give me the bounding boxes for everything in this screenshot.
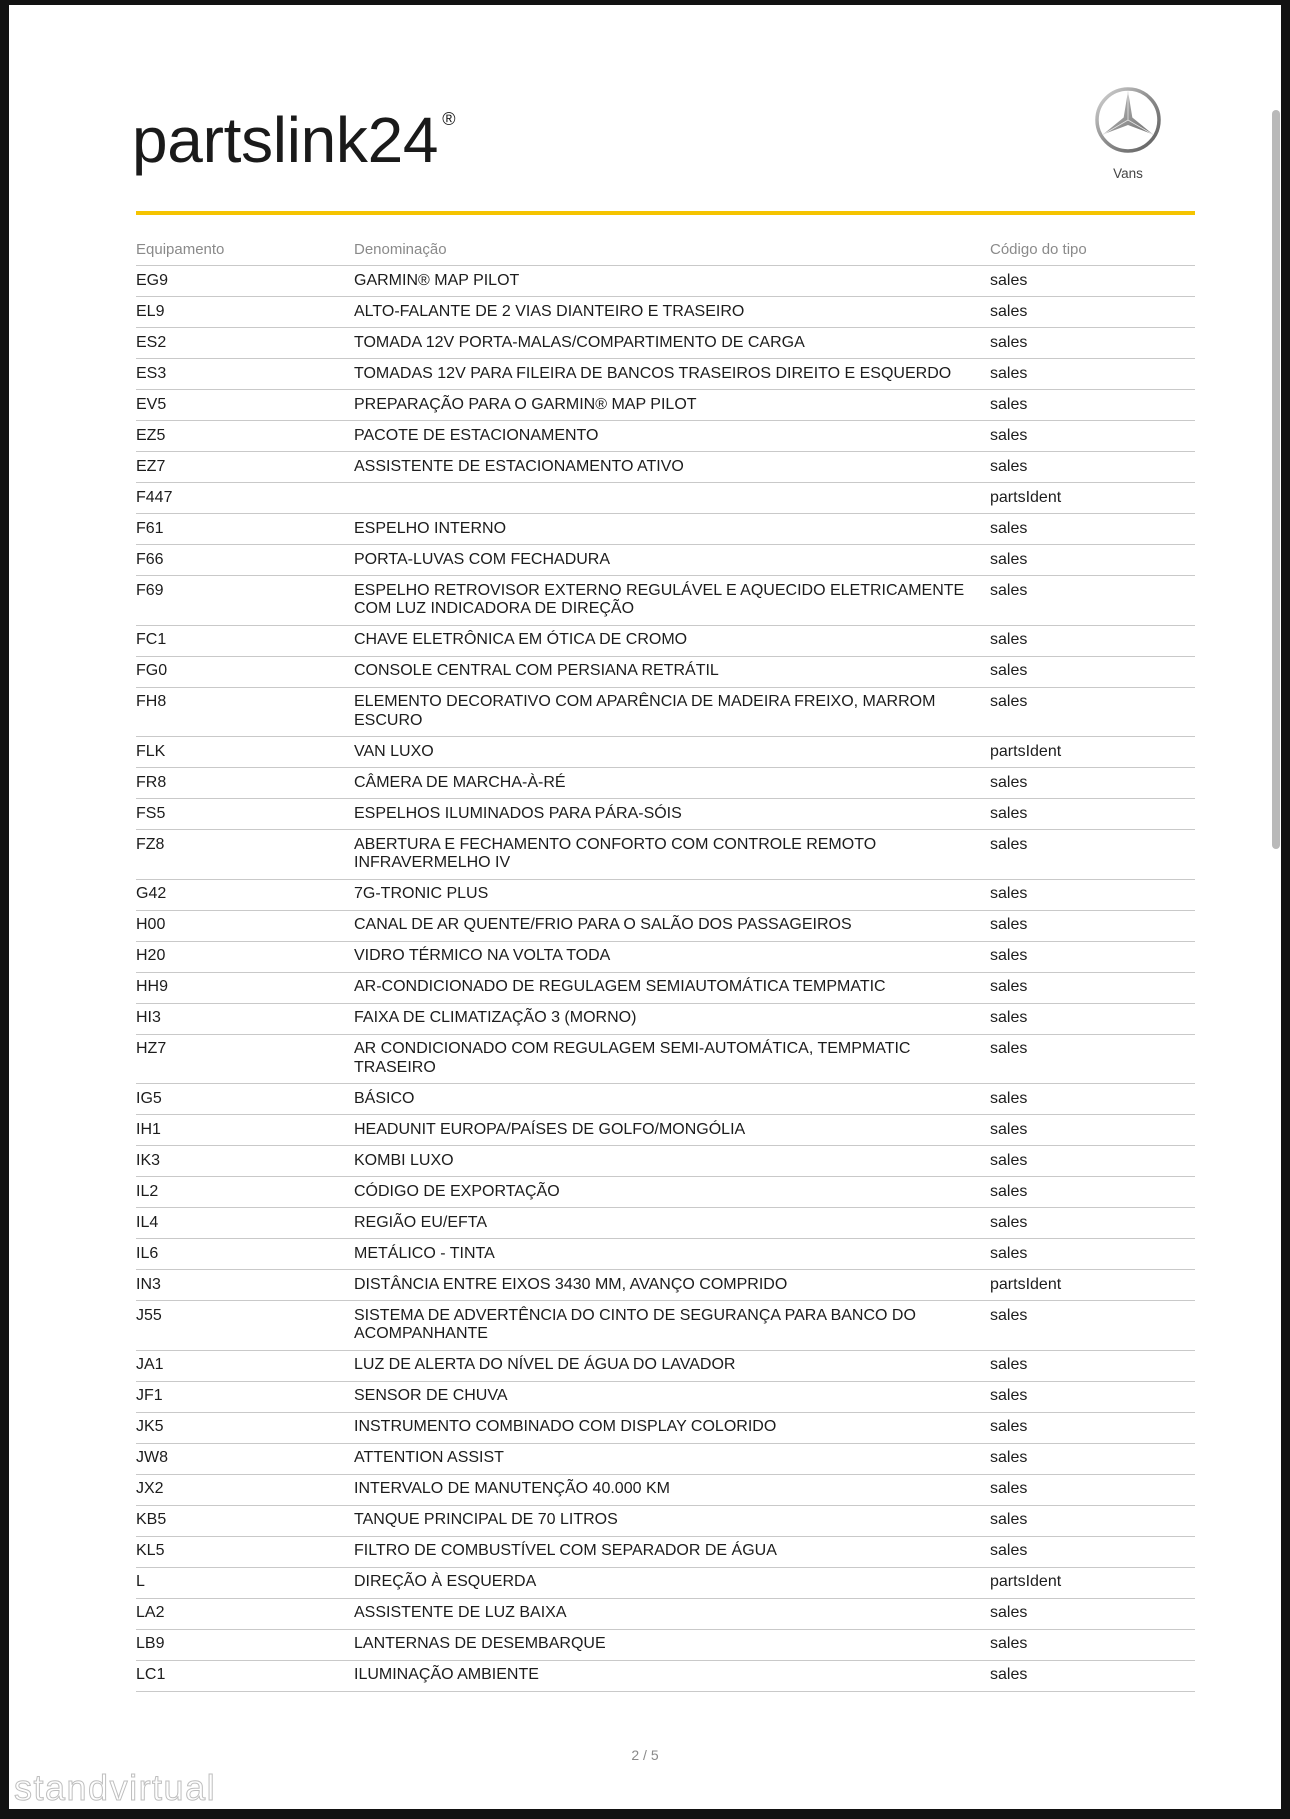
equipment-description: GARMIN® MAP PILOT [354,271,520,289]
type-code: sales [990,1449,1028,1467]
type-code: sales [990,1511,1028,1529]
type-code: sales [990,364,1028,382]
equipment-code: FS5 [136,804,166,822]
equipment-code: IL2 [136,1182,159,1200]
table-row [136,452,1195,483]
table-row [136,328,1195,359]
type-code: sales [990,271,1028,289]
equipment-description: PREPARAÇÃO PARA O GARMIN® MAP PILOT [354,395,697,413]
type-code: sales [990,333,1028,351]
type-code: sales [990,978,1028,996]
table-row [136,942,1195,973]
table-row [136,1568,1195,1599]
table-row [136,1382,1195,1413]
type-code: sales [990,1213,1028,1231]
table-row [136,1475,1195,1506]
type-code: sales [990,1604,1028,1622]
equipment-description: KOMBI LUXO [354,1151,454,1169]
type-code: sales [990,550,1028,568]
equipment-code: F447 [136,488,173,506]
equipment-code: HI3 [136,1009,161,1027]
table-row [136,973,1195,1004]
equipment-description: ESPELHO INTERNO [354,519,507,537]
table-row [136,1444,1195,1475]
table-row [136,390,1195,421]
table-row [136,1177,1195,1208]
table-row [136,421,1195,452]
equipment-code: HH9 [136,978,169,996]
type-code: sales [990,1542,1028,1560]
equipment-description: DIREÇÃO À ESQUERDA [354,1573,537,1591]
equipment-code: IN3 [136,1275,161,1293]
equipment-description: VIDRO TÉRMICO NA VOLTA TODA [354,947,611,965]
table-row [136,1301,1195,1351]
equipment-code: FG0 [136,662,168,680]
equipment-description: CHAVE ELETRÔNICA EM ÓTICA DE CROMO [354,631,688,649]
equipment-description: INSTRUMENTO COMBINADO COM DISPLAY COLORIDO [354,1418,777,1436]
equipment-description: TANQUE PRINCIPAL DE 70 LITROS [354,1511,618,1529]
type-code: sales [990,457,1028,475]
table-row [136,799,1195,830]
column-header-equipment: Equipamento [136,240,225,258]
equipment-code: IL4 [136,1213,159,1231]
equipment-code: KB5 [136,1511,167,1529]
table-row [136,1661,1195,1692]
registered-mark: ® [442,109,456,129]
equipment-code: IL6 [136,1244,159,1262]
table-row [136,1004,1195,1035]
type-code: sales [990,1387,1028,1405]
type-code: sales [990,693,1028,711]
equipment-description: DISTÂNCIA ENTRE EIXOS 3430 MM, AVANÇO COMPRIDO [354,1275,788,1293]
table-row [136,688,1195,738]
type-code: sales [990,426,1028,444]
mercedes-star-icon [1092,84,1164,156]
table-row [136,1351,1195,1382]
table-row [136,1035,1195,1085]
maker-badge [1092,84,1164,182]
table-row [136,1630,1195,1661]
table-row [136,1208,1195,1239]
equipment-code: L [136,1573,145,1591]
type-code: sales [990,1040,1028,1058]
equipment-code: H20 [136,947,166,965]
equipment-description: 7G-TRONIC PLUS [354,885,489,903]
type-code: sales [990,662,1028,680]
type-code: sales [990,885,1028,903]
type-code: sales [990,1480,1028,1498]
equipment-description: AR-CONDICIONADO DE REGULAGEM SEMIAUTOMÁTICA TEMPMATIC [354,978,886,996]
equipment-description: CONSOLE CENTRAL COM PERSIANA RETRÁTIL [354,662,719,680]
type-code: sales [990,1244,1028,1262]
type-code: sales [990,519,1028,537]
equipment-description: INTERVALO DE MANUTENÇÃO 40.000 KM [354,1480,670,1498]
equipment-code: FLK [136,742,166,760]
table-row [136,1115,1195,1146]
equipment-code: JW8 [136,1449,168,1467]
equipment-description: TOMADA 12V PORTA-MALAS/COMPARTIMENTO DE CARGA [354,333,805,351]
table-row [136,266,1195,297]
table-body [136,266,1195,1692]
equipment-code: F66 [136,550,164,568]
equipment-code: FR8 [136,773,167,791]
equipment-description: BÁSICO [354,1089,415,1107]
table-row [136,514,1195,545]
equipment-description: METÁLICO - TINTA [354,1244,495,1262]
equipment-description: CÓDIGO DE EXPORTAÇÃO [354,1182,560,1200]
type-code: sales [990,1182,1028,1200]
table-row [136,880,1195,911]
equipment-code: LB9 [136,1635,165,1653]
equipment-description: HEADUNIT EUROPA/PAÍSES DE GOLFO/MONGÓLIA [354,1120,746,1138]
equipment-description: ASSISTENTE DE LUZ BAIXA [354,1604,567,1622]
equipment-description: ABERTURA E FECHAMENTO CONFORTO COM CONTROLE REMOTO INFRAVERMELHO IV [354,835,877,872]
type-code: sales [990,631,1028,649]
table-row [136,545,1195,576]
equipment-code: H00 [136,916,166,934]
equipment-description: ALTO-FALANTE DE 2 VIAS DIANTEIRO E TRASEIRO [354,302,745,320]
equipment-description: CÂMERA DE MARCHA-À-RÉ [354,773,566,791]
equipment-description: PORTA-LUVAS COM FECHADURA [354,550,611,568]
equipment-code: JF1 [136,1387,163,1405]
equipment-code: JA1 [136,1356,164,1374]
equipment-table [136,235,1195,1692]
table-row [136,1084,1195,1115]
type-code: sales [990,581,1028,599]
equipment-description: REGIÃO EU/EFTA [354,1213,488,1231]
type-code: sales [990,947,1028,965]
equipment-description: FAIXA DE CLIMATIZAÇÃO 3 (MORNO) [354,1009,637,1027]
type-code: sales [990,1151,1028,1169]
equipment-description: ESPELHOS ILUMINADOS PARA PÁRA-SÓIS [354,804,682,822]
type-code: sales [990,1356,1028,1374]
equipment-description [354,483,990,513]
page-indicator: 2 / 5 [631,1747,659,1763]
table-row [136,1537,1195,1568]
equipment-description: PACOTE DE ESTACIONAMENTO [354,426,599,444]
equipment-code: LC1 [136,1666,166,1684]
type-code: sales [990,1635,1028,1653]
equipment-description: FILTRO DE COMBUSTÍVEL COM SEPARADOR DE ÁGUA [354,1542,777,1560]
table-row [136,1413,1195,1444]
type-code: sales [990,302,1028,320]
watermark: standvirtual [14,1767,217,1808]
type-code: partsIdent [990,742,1062,760]
type-code: sales [990,1418,1028,1436]
equipment-description: ASSISTENTE DE ESTACIONAMENTO ATIVO [354,457,684,475]
column-header-type-code: Código do tipo [990,240,1087,258]
equipment-description: AR CONDICIONADO COM REGULAGEM SEMI-AUTOMÁTICA, TEMPMATIC TRASEIRO [354,1040,911,1076]
header-divider [136,211,1195,215]
table-row [136,359,1195,390]
table-row [136,737,1195,768]
type-code: sales [990,1306,1028,1324]
type-code: partsIdent [990,488,1062,506]
table-row [136,1599,1195,1630]
equipment-code: IH1 [136,1120,161,1138]
type-code: sales [990,395,1028,413]
table-row [136,297,1195,328]
table-row [136,830,1195,880]
equipment-code: EL9 [136,302,165,320]
equipment-code: EV5 [136,395,167,413]
equipment-description: ELEMENTO DECORATIVO COM APARÊNCIA DE MADEIRA FREIXO, MARROM ESCURO [354,693,936,729]
equipment-code: FZ8 [136,835,165,853]
equipment-description: TOMADAS 12V PARA FILEIRA DE BANCOS TRASEIROS DIREITO E ESQUERDO [354,364,952,382]
table-header [136,235,1195,266]
equipment-description: ILUMINAÇÃO AMBIENTE [354,1666,539,1684]
type-code: sales [990,1089,1028,1107]
equipment-code: F69 [136,581,164,599]
table-row [136,768,1195,799]
equipment-code: IG5 [136,1089,162,1107]
equipment-description: VAN LUXO [354,742,434,760]
equipment-code: JX2 [136,1480,164,1498]
type-code: partsIdent [990,1275,1062,1293]
equipment-code: EZ5 [136,426,166,444]
type-code: sales [990,1009,1028,1027]
type-code: sales [990,1120,1028,1138]
column-header-description: Denominação [354,240,447,258]
equipment-description: ESPELHO RETROVISOR EXTERNO REGULÁVEL E AQUECIDO ELETRICAMENTE COM LUZ INDICADORA DE DIREÇÃO [354,581,965,618]
equipment-code: FC1 [136,631,167,649]
equipment-code: IK3 [136,1151,161,1169]
equipment-code: EG9 [136,271,169,289]
equipment-code: KL5 [136,1542,165,1560]
maker-label: Vans [1113,166,1143,181]
brand-name: partslink24 [132,104,439,176]
table-row [136,626,1195,657]
equipment-description: SISTEMA DE ADVERTÊNCIA DO CINTO DE SEGURANÇA PARA BANCO DO ACOMPANHANTE [354,1306,916,1343]
type-code: sales [990,773,1028,791]
equipment-code: ES3 [136,364,167,382]
type-code: sales [990,916,1028,934]
table-row [136,911,1195,942]
table-row [136,483,1195,514]
document-page [9,5,1281,1809]
partslink24-logo [132,104,456,176]
equipment-description: CANAL DE AR QUENTE/FRIO PARA O SALÃO DOS PASSAGEIROS [354,916,852,934]
equipment-code: HZ7 [136,1040,167,1058]
table-row [136,1270,1195,1301]
equipment-description: SENSOR DE CHUVA [354,1387,508,1405]
table-row [136,1239,1195,1270]
equipment-code: JK5 [136,1418,164,1436]
equipment-code: LA2 [136,1604,165,1622]
equipment-code: F61 [136,519,164,537]
type-code: sales [990,1666,1028,1684]
equipment-code: FH8 [136,693,167,711]
scrollbar-thumb[interactable] [1272,110,1280,849]
table-row [136,576,1195,626]
equipment-description: ATTENTION ASSIST [354,1449,504,1467]
equipment-description: LANTERNAS DE DESEMBARQUE [354,1635,606,1653]
equipment-description: LUZ DE ALERTA DO NÍVEL DE ÁGUA DO LAVADOR [354,1356,736,1374]
equipment-code: EZ7 [136,457,166,475]
table-row [136,1506,1195,1537]
type-code: sales [990,804,1028,822]
type-code: sales [990,835,1028,853]
type-code: partsIdent [990,1573,1062,1591]
equipment-code: J55 [136,1306,162,1324]
table-row [136,1146,1195,1177]
table-row [136,657,1195,688]
equipment-code: ES2 [136,333,167,351]
equipment-code: G42 [136,885,167,903]
